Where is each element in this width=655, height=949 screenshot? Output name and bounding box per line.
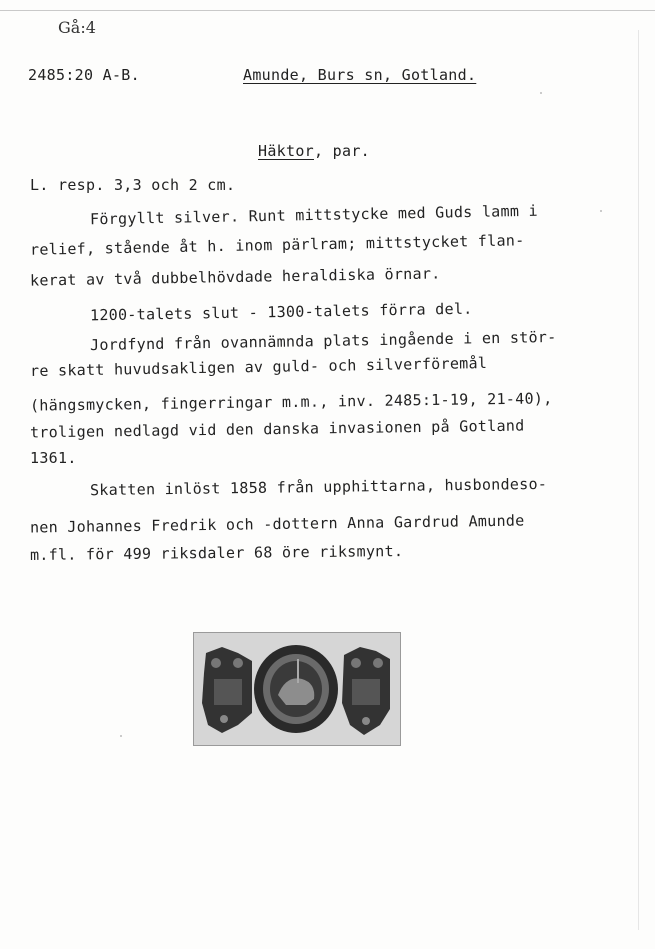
text-line: Skatten inlöst 1858 från upphittarna, husbondeso- — [89, 474, 548, 500]
scan-speck — [540, 92, 542, 94]
text-line: relief, stående åt h. inom pärlram; mittstycket flan- — [29, 231, 525, 259]
text-line: troligen nedlagd vid den danska invasionen på Gotland — [29, 416, 525, 442]
text-line: kerat av två dubbelhövdade heraldiska örnar. — [29, 264, 441, 290]
text-line: (hängsmycken, fingerringar m.m., inv. 2485:1-19, 21-40), — [29, 389, 553, 415]
clasp-image — [194, 633, 400, 745]
lamb-medallion — [254, 645, 338, 733]
text-line: m.fl. för 499 riksdaler 68 öre riksmynt. — [29, 542, 404, 564]
inventory-number: 2485:20 A-B. — [28, 66, 140, 84]
text-line: Förgyllt silver. Runt mittstycke med Guds lamm i — [89, 201, 539, 229]
text-line: 1200-talets slut - 1300-talets förra del. — [89, 299, 473, 325]
clasp-photograph — [193, 632, 401, 746]
scan-speck — [600, 210, 602, 212]
scan-edge-top — [0, 10, 655, 11]
text-line: re skatt huvudsakligen av guld- och silverföremål — [29, 354, 488, 380]
scan-speck — [120, 735, 122, 737]
object-name: Häktor — [258, 142, 314, 160]
text-line: L. resp. 3,3 och 2 cm. — [30, 176, 236, 194]
object-title-suffix: , par. — [314, 142, 370, 160]
object-title — [258, 142, 370, 160]
handwritten-mark: Gå:4 — [58, 18, 96, 37]
text-line: Jordfynd från ovannämnda plats ingående i en stör- — [89, 327, 557, 355]
text-line: nen Johannes Fredrik och -dottern Anna Gardrud Amunde — [29, 511, 525, 537]
text-line: 1361. — [30, 449, 77, 467]
scan-edge-right — [638, 30, 639, 930]
find-location: Amunde, Burs sn, Gotland. — [243, 66, 477, 84]
